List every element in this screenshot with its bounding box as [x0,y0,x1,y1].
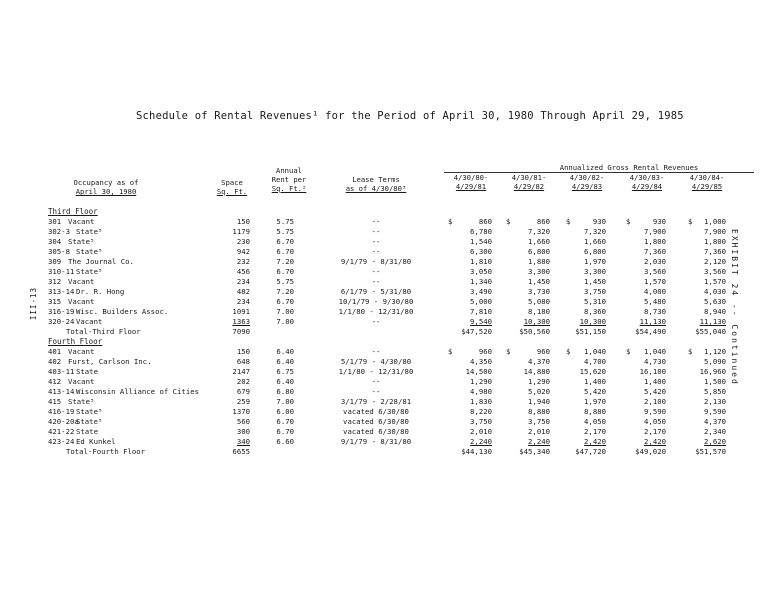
revenue-cell: 2,240 [470,437,492,446]
revenue-cell: 930 [652,217,666,226]
revenue-cell: 5,630 [704,297,726,306]
revenue-cell: 11,130 [699,317,726,326]
table-row [0,407,780,417]
table-row [0,247,780,257]
revenue-cell: 3,300 [584,267,606,276]
revenue-cell: 2,130 [704,397,726,406]
period-header-1 [446,173,496,191]
revenue-cell: 1,290 [528,377,550,386]
lease-term: 10/1/79 - 9/30/80 [338,297,414,306]
square-feet: 150 [236,347,250,356]
square-feet: 560 [236,417,250,426]
table-row [0,307,780,317]
lease-term: -- [371,377,381,386]
rent-per-sqft: 6.70 [276,267,294,276]
tenant-name: Vacant [68,297,95,306]
lease-header-line1: Lease Terms [352,175,400,184]
occupancy-header-line1: Occupancy as of [73,178,139,187]
period-header-4-line2: 4/29/84 [631,182,663,191]
unit-number: 304 [48,237,62,246]
revenue-cell: 2,170 [644,427,666,436]
section-title: Fourth Floor [48,337,103,346]
revenue-cell: 1,540 [470,237,492,246]
square-feet: 482 [236,287,250,296]
space-header-line2: Sq. Ft. [216,187,248,196]
lease-term: 5/1/79 - 4/30/80 [340,357,412,366]
table-row [0,227,780,237]
lease-term: vacated 6/30/80 [343,427,409,436]
revenue-cell: 5,850 [704,387,726,396]
revenue-cell: 14,880 [523,367,550,376]
revenue-cell: 9,590 [704,407,726,416]
lease-term: vacated 6/30/80 [343,417,409,426]
revenue-cell: 3,730 [528,287,550,296]
tenant-name: Furst, Carlson Inc. [68,357,152,366]
revenue-cell: 8,180 [528,307,550,316]
unit-number: 403-11 [48,367,75,376]
revenue-cell: 1,450 [584,277,606,286]
unit-number: 310-11 [48,267,75,276]
third-floor-title-row [0,207,780,217]
revenue-cell: 1,120 [704,347,726,356]
rent-per-sqft: 6.40 [276,377,294,386]
revenue-cell: 1,570 [644,277,666,286]
rent-per-sqft: 5.75 [276,217,294,226]
table-row [0,267,780,277]
square-feet: 648 [236,357,250,366]
revenue-cell: 7,900 [704,227,726,236]
lease-header [334,175,418,193]
table-row [0,297,780,307]
revenue-cell: 6,800 [528,247,550,256]
revenue-cell: 1,660 [584,237,606,246]
rent-header [266,166,312,193]
unit-number: 316-19 [48,307,75,316]
revenue-cell: 3,300 [528,267,550,276]
unit-number: 312 [48,277,62,286]
rent-per-sqft: 6.80 [276,387,294,396]
revenue-cell: 15,620 [579,367,606,376]
unit-number: 415 [48,397,62,406]
total-label: Total-Fourth Floor [66,447,146,456]
revenue-cell: 2,420 [644,437,666,446]
revenue-cell: 8,360 [584,307,606,316]
square-feet: 2147 [232,367,250,376]
revenue-cell: 1,660 [528,237,550,246]
revenue-cell: 3,560 [704,267,726,276]
revenue-cell: 1,340 [470,277,492,286]
occupancy-header-line2: April 30, 1980 [75,187,137,196]
rent-per-sqft: 6.60 [276,437,294,446]
period-header-1-line2: 4/29/81 [455,182,487,191]
tenant-name: State [76,427,98,436]
revenue-cell: 4,000 [644,287,666,296]
tenant-name: Wisconsin Alliance of Cities [76,387,200,396]
period-header-3 [562,173,612,191]
revenues-header: Annualized Gross Rental Revenues [559,163,699,172]
rent-per-sqft: 6.40 [276,347,294,356]
lease-term: 1/1/80 - 12/31/80 [338,367,414,376]
period-header-2 [504,173,554,191]
rent-per-sqft: 6.00 [276,407,294,416]
revenue-cell: 5,090 [704,357,726,366]
rent-per-sqft: 6.75 [276,367,294,376]
revenue-cell: 1,880 [528,257,550,266]
table-row [0,417,780,427]
tenant-name: Vacant [68,377,95,386]
revenue-cell: 1,400 [584,377,606,386]
square-feet: 340 [236,437,250,446]
unit-number: 421-22 [48,427,75,436]
revenue-cell: 1,940 [528,397,550,406]
revenue-cell: 1,570 [704,277,726,286]
lease-term: 3/1/79 - 2/28/81 [340,397,412,406]
fourth-floor-title-row [0,337,780,347]
lease-term: vacated 6/30/80 [343,407,409,416]
revenue-cell: 3,750 [584,287,606,296]
unit-number: 302-3 [48,227,70,236]
page-number-side-label: III-13 [29,287,38,321]
table-row [0,437,780,447]
tenant-name: State⁵ [76,417,103,426]
rent-per-sqft: 7.00 [276,317,294,326]
section-title: Third Floor [48,207,98,216]
dollar-sign: $ [506,347,511,356]
revenue-cell: 3,560 [644,267,666,276]
total-square-feet: 6655 [232,447,250,456]
revenue-cell: 5,420 [644,387,666,396]
revenue-cell: 8,940 [704,307,726,316]
revenue-cell: 7,320 [584,227,606,236]
total-revenue-cell: $54,490 [635,327,666,336]
revenue-cell: 8,880 [584,407,606,416]
document-title: Schedule of Rental Revenues¹ for the Period of April 30, 1980 Through April 29, 1985 [136,110,684,122]
table-row [0,257,780,267]
revenue-cell: 860 [536,217,550,226]
unit-number: 301 [48,217,62,226]
table-row [0,317,780,327]
revenue-cell: 1,810 [470,257,492,266]
unit-number: 313-14 [48,287,75,296]
rent-per-sqft: 7.20 [276,287,294,296]
dollar-sign: $ [688,217,693,226]
total-label: Total-Third Floor [66,327,141,336]
unit-number: 413-14 [48,387,75,396]
dollar-sign: $ [626,217,631,226]
revenue-cell: 1,040 [644,347,666,356]
revenue-cell: 930 [592,217,606,226]
lease-header-line2: as of 4/30/80³ [345,184,407,193]
revenue-cell: 4,370 [528,357,550,366]
lease-term: -- [371,347,381,356]
revenue-cell: 1,800 [704,237,726,246]
revenue-cell: 7,360 [644,247,666,256]
table-row [0,377,780,387]
revenue-cell: 14,500 [465,367,492,376]
dollar-sign: $ [566,347,571,356]
total-revenue-cell: $47,720 [575,447,606,456]
tenant-name: Vacant [68,217,95,226]
revenue-cell: 8,220 [470,407,492,416]
dollar-sign: $ [506,217,511,226]
table-row [0,387,780,397]
revenue-cell: 2,420 [584,437,606,446]
revenue-cell: 4,730 [644,357,666,366]
unit-number: 309 [48,257,62,266]
revenue-cell: 8,880 [528,407,550,416]
revenue-cell: 16,960 [699,367,726,376]
square-feet: 234 [236,297,250,306]
unit-number: 423-24 [48,437,75,446]
period-header-5-line2: 4/29/85 [691,182,723,191]
total-revenue-cell: $47,520 [461,327,492,336]
revenue-cell: 2,010 [528,427,550,436]
square-feet: 456 [236,267,250,276]
total-revenue-cell: $51,150 [575,327,606,336]
revenue-cell: 5,310 [584,297,606,306]
rent-per-sqft: 7.00 [276,397,294,406]
revenue-cell: 3,750 [528,417,550,426]
revenue-cell: 2,170 [584,427,606,436]
square-feet: 942 [236,247,250,256]
rent-per-sqft: 6.70 [276,427,294,436]
period-header-5 [682,173,732,191]
revenue-cell: 5,000 [470,297,492,306]
tenant-name: Vacant [68,277,95,286]
space-header-line1: Space [221,178,243,187]
dollar-sign: $ [566,217,571,226]
tenant-name: Dr. R. Hong [76,287,125,296]
revenue-cell: 7,810 [470,307,492,316]
revenue-cell: 5,020 [528,387,550,396]
table-row [0,397,780,407]
table-row [0,357,780,367]
unit-number: 305-8 [48,247,70,256]
revenue-cell: 1,800 [644,237,666,246]
total-revenue-cell: $55,040 [695,327,726,336]
revenue-cell: 9,540 [470,317,492,326]
square-feet: 300 [236,427,250,436]
period-header-3-line2: 4/29/83 [571,182,603,191]
revenue-cell: 2,010 [470,427,492,436]
revenue-cell: 5,420 [584,387,606,396]
square-feet: 259 [236,397,250,406]
table-row [0,427,780,437]
rent-header-line1: Annual [276,166,302,175]
revenue-cell: 1,000 [704,217,726,226]
lease-term: -- [371,317,381,326]
period-header-4 [622,173,672,191]
tenant-name: Vacant [76,317,103,326]
revenue-cell: 16,100 [639,367,666,376]
unit-number: 420-20a [48,417,79,426]
revenue-cell: 7,900 [644,227,666,236]
dollar-sign: $ [448,217,453,226]
table-row [0,287,780,297]
tenant-name: Ed Kunkel [76,437,116,446]
revenue-cell: 3,050 [470,267,492,276]
dollar-sign: $ [626,347,631,356]
table-row [0,347,780,357]
revenue-cell: 9,590 [644,407,666,416]
total-revenue-cell: $51,570 [695,447,726,456]
space-header [212,178,252,196]
rent-header-line3: Sq. Ft.² [271,184,307,193]
revenue-cell: 960 [478,347,492,356]
square-feet: 230 [236,237,250,246]
lease-term: 9/1/79 - 8/31/80 [340,437,412,446]
lease-term: 1/1/80 - 12/31/80 [338,307,414,316]
revenue-cell: 11,130 [639,317,666,326]
square-feet: 1370 [232,407,250,416]
revenue-cell: 1,290 [470,377,492,386]
square-feet: 234 [236,277,250,286]
tenant-name: State⁵ [76,227,103,236]
revenue-cell: 6,780 [470,227,492,236]
unit-number: 412 [48,377,62,386]
rent-per-sqft: 6.70 [276,297,294,306]
revenue-cell: 1,970 [584,397,606,406]
third-floor-total-row [0,327,780,337]
rent-header-line2: Rent per [271,175,307,184]
period-header-2-line1: 4/30/81- [511,173,547,182]
period-header-1-line1: 4/30/80- [453,173,489,182]
square-feet: 1179 [232,227,250,236]
revenue-cell: 4,030 [704,287,726,296]
rent-per-sqft: 5.75 [276,277,294,286]
rent-per-sqft: 5.75 [276,227,294,236]
lease-term: -- [371,227,381,236]
square-feet: 1091 [232,307,250,316]
lease-term: -- [371,217,381,226]
revenue-cell: 2,340 [704,427,726,436]
tenant-name: The Journal Co. [68,257,134,266]
revenue-cell: 10,300 [579,317,606,326]
revenue-cell: 5,080 [528,297,550,306]
revenue-cell: 2,100 [644,397,666,406]
unit-number: 402 [48,357,62,366]
revenue-cell: 6,800 [584,247,606,256]
revenue-cell: 2,030 [644,257,666,266]
revenue-cell: 7,360 [704,247,726,256]
lease-term: 9/1/79 - 8/31/80 [340,257,412,266]
revenue-cell: 1,400 [644,377,666,386]
revenue-cell: 4,050 [584,417,606,426]
rent-per-sqft: 6.70 [276,417,294,426]
dollar-sign: $ [448,347,453,356]
total-square-feet: 7090 [232,327,250,336]
revenue-cell: 7,320 [528,227,550,236]
total-revenue-cell: $49,020 [635,447,666,456]
tenant-name: State [76,367,98,376]
square-feet: 232 [236,257,250,266]
rent-per-sqft: 7.20 [276,257,294,266]
revenue-cell: 1,500 [704,377,726,386]
tenant-name: Wisc. Builders Assoc. [76,307,169,316]
tenant-name: Vacant [68,347,95,356]
fourth-floor-total-row [0,447,780,457]
table-row [0,237,780,247]
lease-term: -- [371,237,381,246]
rent-per-sqft: 7.00 [276,307,294,316]
total-revenue-cell: $44,130 [461,447,492,456]
tenant-name: State⁵ [76,247,103,256]
unit-number: 401 [48,347,62,356]
table-row [0,217,780,227]
unit-number: 416-19 [48,407,75,416]
lease-term: -- [371,387,381,396]
revenue-cell: 1,970 [584,257,606,266]
period-header-5-line1: 4/30/84- [689,173,725,182]
square-feet: 679 [236,387,250,396]
total-revenue-cell: $45,340 [519,447,550,456]
revenue-cell: 2,620 [704,437,726,446]
occupancy-header [66,178,146,196]
revenue-cell: 1,450 [528,277,550,286]
revenue-cell: 2,120 [704,257,726,266]
tenant-name: State⁵ [76,407,103,416]
revenue-cell: 8,730 [644,307,666,316]
exhibit-side-label: EXHIBIT 24 -- Continued [730,229,739,386]
revenue-cell: 4,980 [470,387,492,396]
square-feet: 1363 [232,317,250,326]
period-header-3-line1: 4/30/82- [569,173,605,182]
rent-per-sqft: 6.70 [276,237,294,246]
unit-number: 320-24 [48,317,75,326]
revenue-cell: 960 [536,347,550,356]
revenue-cell: 860 [478,217,492,226]
lease-term: 6/1/79 - 5/31/80 [340,287,412,296]
revenue-cell: 10,300 [523,317,550,326]
revenue-cell: 4,350 [470,357,492,366]
table-row [0,367,780,377]
unit-number: 315 [48,297,62,306]
revenue-cell: 6,300 [470,247,492,256]
dollar-sign: $ [688,347,693,356]
lease-term: -- [371,277,381,286]
revenue-cell: 4,370 [704,417,726,426]
lease-term: -- [371,247,381,256]
period-header-4-line1: 4/30/83- [629,173,665,182]
revenue-cell: 5,480 [644,297,666,306]
rent-per-sqft: 6.40 [276,357,294,366]
revenue-cell: 1,040 [584,347,606,356]
revenue-cell: 1,830 [470,397,492,406]
period-header-2-line2: 4/29/82 [513,182,545,191]
lease-term: -- [371,267,381,276]
revenue-cell: 4,700 [584,357,606,366]
square-feet: 150 [236,217,250,226]
rent-per-sqft: 6.70 [276,247,294,256]
table-row [0,277,780,287]
tenant-name: State⁵ [76,267,103,276]
revenue-cell: 2,240 [528,437,550,446]
tenant-name: State⁵ [68,397,95,406]
revenue-cell: 3,490 [470,287,492,296]
total-revenue-cell: $50,560 [519,327,550,336]
revenue-cell: 3,750 [470,417,492,426]
square-feet: 202 [236,377,250,386]
tenant-name: State⁵ [68,237,95,246]
revenue-cell: 4,050 [644,417,666,426]
